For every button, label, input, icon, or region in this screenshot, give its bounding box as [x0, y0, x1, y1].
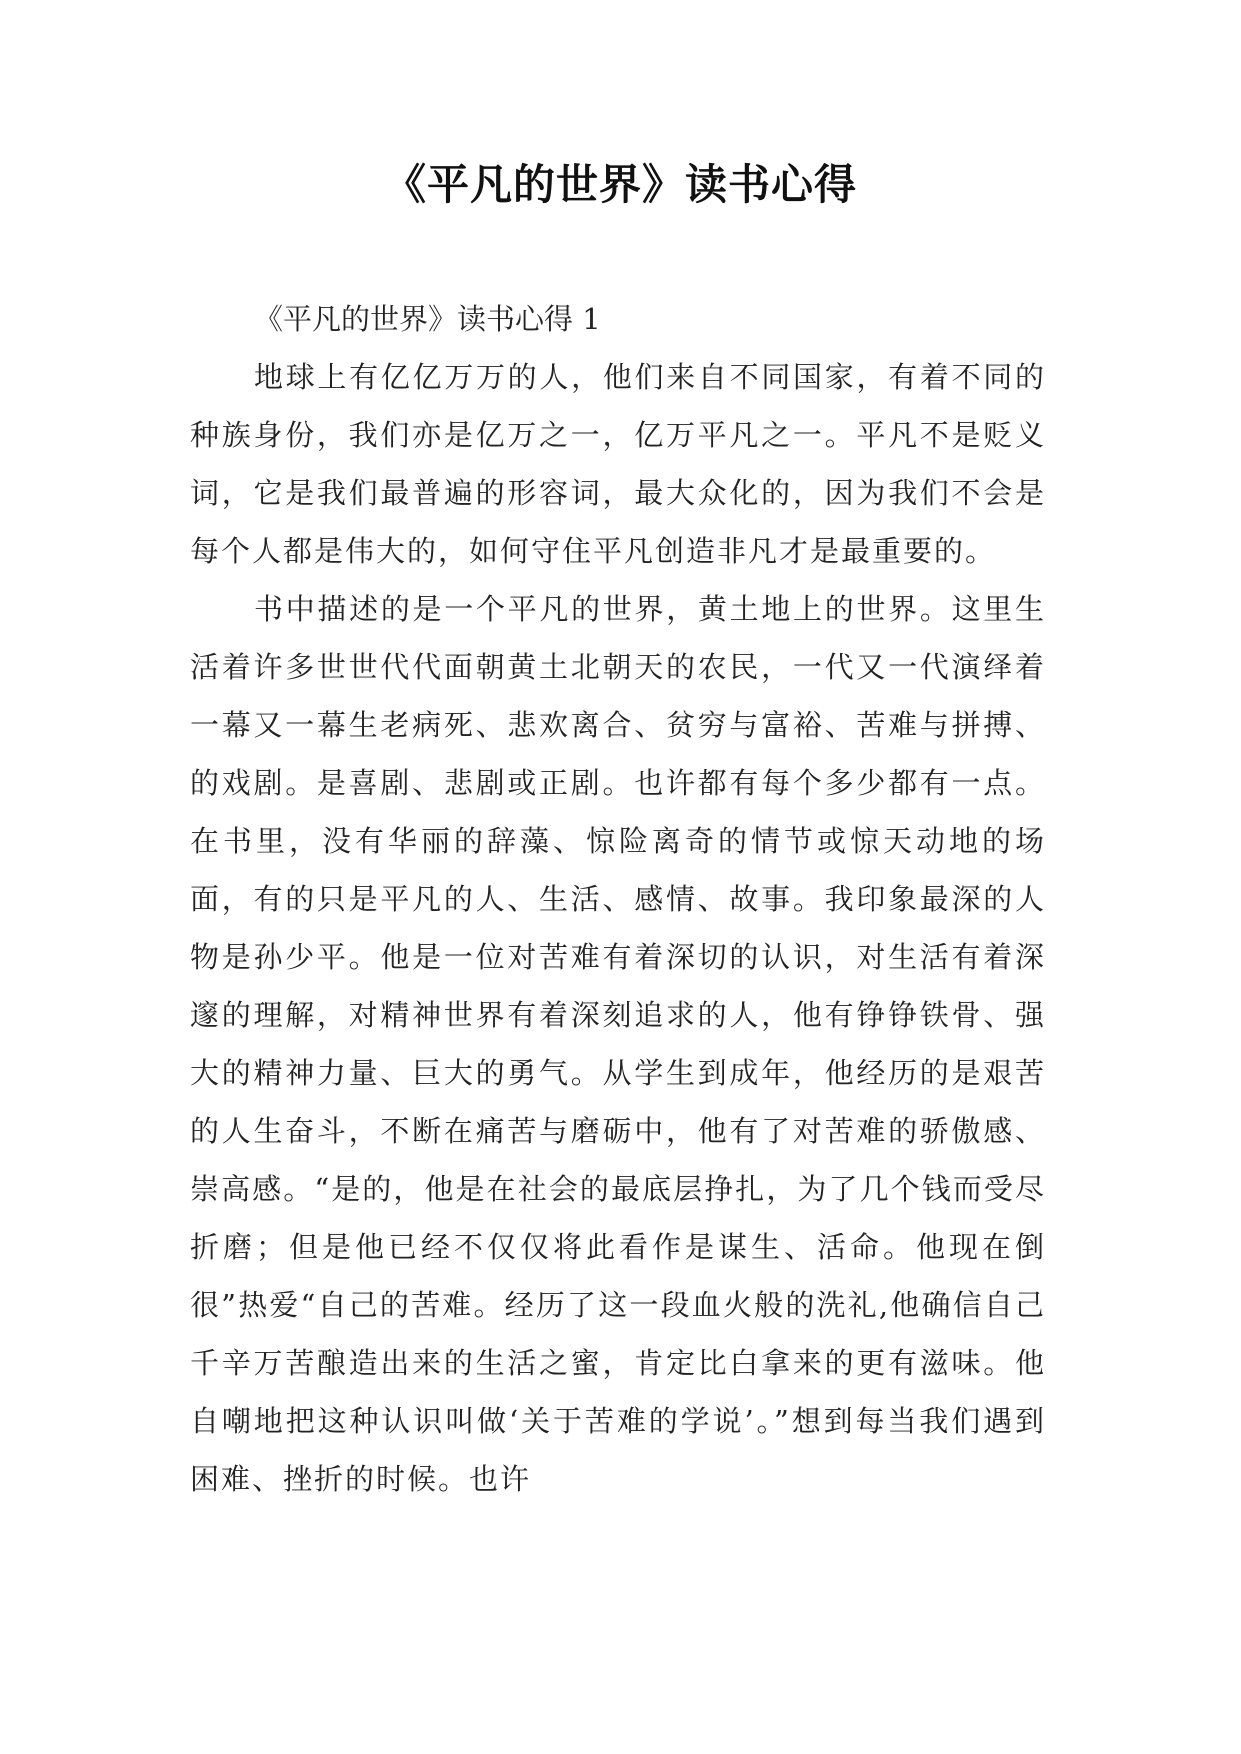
document-body	[190, 290, 1046, 1508]
paragraph-1: 地球上有亿亿万万的人，他们来自不同国家，有着不同的种族身份，我们亦是亿万之一，亿万平凡之一。平凡不是贬义词，它是我们最普遍的形容词，最大众化的，因为我们不会是每个人都是伟大的，如何守住平凡创造非凡才是最重要的。	[190, 360, 1046, 568]
paragraph-2: 书中描述的是一个平凡的世界，黄土地上的世界。这里生活着许多世世代代面朝黄土北朝天的农民，一代又一代演绎着一幕又一幕生老病死、悲欢离合、贫穷与富裕、苦难与拼搏、的戏剧。是喜剧、悲剧或正剧。也许都有每个多少都有一点。在书里，没有华丽的辞藻、惊险离奇的情节或惊天动地的场面，有的只是平凡的人、生活、感情、故事。我印象最深的人物是孙少平。他是一位对苦难有着深切的认识，对生活有着深邃的理解，对精神世界有着深刻追求的人，他有铮铮铁骨、强大的精神力量、巨大的勇气。从学生到成年，他经历的是艰苦的人生奋斗，不断在痛苦与磨砺中，他有了对苦难的骄傲感、崇高感。“是的，他是在社会的最底层挣扎，为了几个钱而受尽折磨；但是他已经不仅仅将此看作是谋生、活命。他现在倒很”热爱“自己的苦难。经历了这一段血火般的洗礼,他确信自己千辛万苦酿造出来的生活之蜜，肯定比白拿来的更有滋味。他自嘲地把这种认识叫做‘关于苦难的学说’。”想到每当我们遇到困难、挫折的时候。也许	[190, 592, 1046, 1496]
document-title: 《平凡的世界》读书心得	[383, 160, 857, 209]
section-heading: 《平凡的世界》读书心得 1	[254, 302, 601, 336]
